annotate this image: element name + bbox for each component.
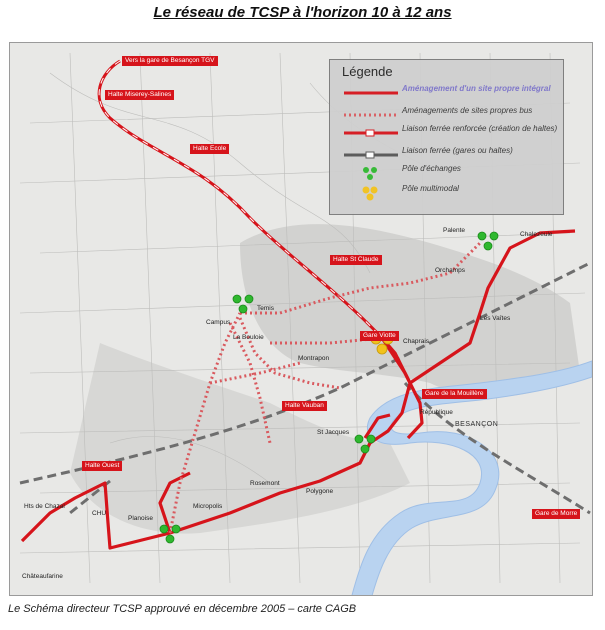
place-les-vaites: Les Vaîtes bbox=[480, 315, 511, 322]
legend-item-rail-red bbox=[336, 124, 561, 142]
station-mouillere[interactable]: Gare de la Mouillère bbox=[422, 389, 487, 399]
legend-label: Aménagement d'un site propre intégral bbox=[402, 84, 551, 93]
legend bbox=[329, 59, 564, 215]
legend-label: Aménagements de sites propres bus bbox=[402, 106, 533, 115]
place-palente: Palente bbox=[443, 227, 466, 234]
place-montrapon: Montrapon bbox=[298, 355, 330, 362]
place-chateaufarine: Châteaufarine bbox=[22, 573, 63, 580]
station-ecole[interactable]: Halte Ecole bbox=[190, 144, 229, 154]
place-hts-chazal: Hts de Chazal bbox=[24, 503, 65, 510]
place-chu: CHU bbox=[92, 510, 107, 517]
exchange-hub-icon bbox=[340, 164, 400, 182]
place-micropolis: Micropolis bbox=[193, 503, 223, 510]
legend-item-rail-grey bbox=[336, 146, 561, 164]
station-besancon-tgv[interactable]: Vers la gare de Besançon TGV bbox=[122, 56, 218, 66]
legend-item-bus bbox=[336, 106, 561, 124]
station-st-claude[interactable]: Halte St Claude bbox=[330, 255, 382, 265]
station-morre[interactable]: Gare de Morre bbox=[532, 509, 580, 519]
station-vauban[interactable]: Halte Vauban bbox=[282, 401, 327, 411]
solid-red-line-icon bbox=[340, 84, 400, 102]
grey-rail-line-icon bbox=[340, 146, 400, 164]
place-planoise: Planoise bbox=[128, 515, 153, 522]
station-miserey[interactable]: Halte Miserey-Salines bbox=[105, 90, 174, 100]
legend-label: Liaison ferrée (gares ou haltes) bbox=[402, 146, 513, 155]
map-title: Le réseau de TCSP à l'horizon 10 à 12 ans bbox=[153, 4, 452, 21]
legend-item-multimodal bbox=[336, 184, 561, 202]
place-chalezeule: Chalezeule bbox=[520, 231, 553, 238]
dotted-red-line-icon bbox=[340, 106, 400, 124]
place-temis: Temis bbox=[257, 305, 274, 312]
place-campus: Campus bbox=[206, 319, 231, 326]
station-viotte[interactable]: Gare Viotte bbox=[360, 331, 399, 341]
multimodal-hub-icon bbox=[340, 184, 400, 202]
legend-item-exchange bbox=[336, 164, 561, 182]
legend-label: Pôle multimodal bbox=[402, 184, 459, 193]
red-rail-line-icon bbox=[340, 124, 400, 142]
place-besancon: BESANÇON bbox=[455, 421, 499, 428]
place-st-jacques: St Jacques bbox=[317, 429, 350, 436]
legend-title: Légende bbox=[342, 64, 393, 79]
map-area[interactable] bbox=[9, 42, 593, 596]
place-chaprais: Chaprais bbox=[403, 338, 430, 345]
legend-item-site-propre bbox=[336, 84, 561, 102]
legend-label: Pôle d'échanges bbox=[402, 164, 461, 173]
legend-label: Liaison ferrée renforcée (création de haltes) bbox=[402, 124, 558, 133]
place-rosemont: Rosemont bbox=[250, 480, 280, 487]
place-la-bouloie: La Bouloie bbox=[233, 334, 264, 341]
map-caption: Le Schéma directeur TCSP approuvé en décembre 2005 – carte CAGB bbox=[8, 603, 357, 615]
place-orchamps: Orchamps bbox=[435, 267, 465, 274]
station-ouest[interactable]: Halte Ouest bbox=[82, 461, 122, 471]
place-polygone: Polygone bbox=[306, 488, 334, 495]
place-republique: République bbox=[420, 409, 453, 416]
